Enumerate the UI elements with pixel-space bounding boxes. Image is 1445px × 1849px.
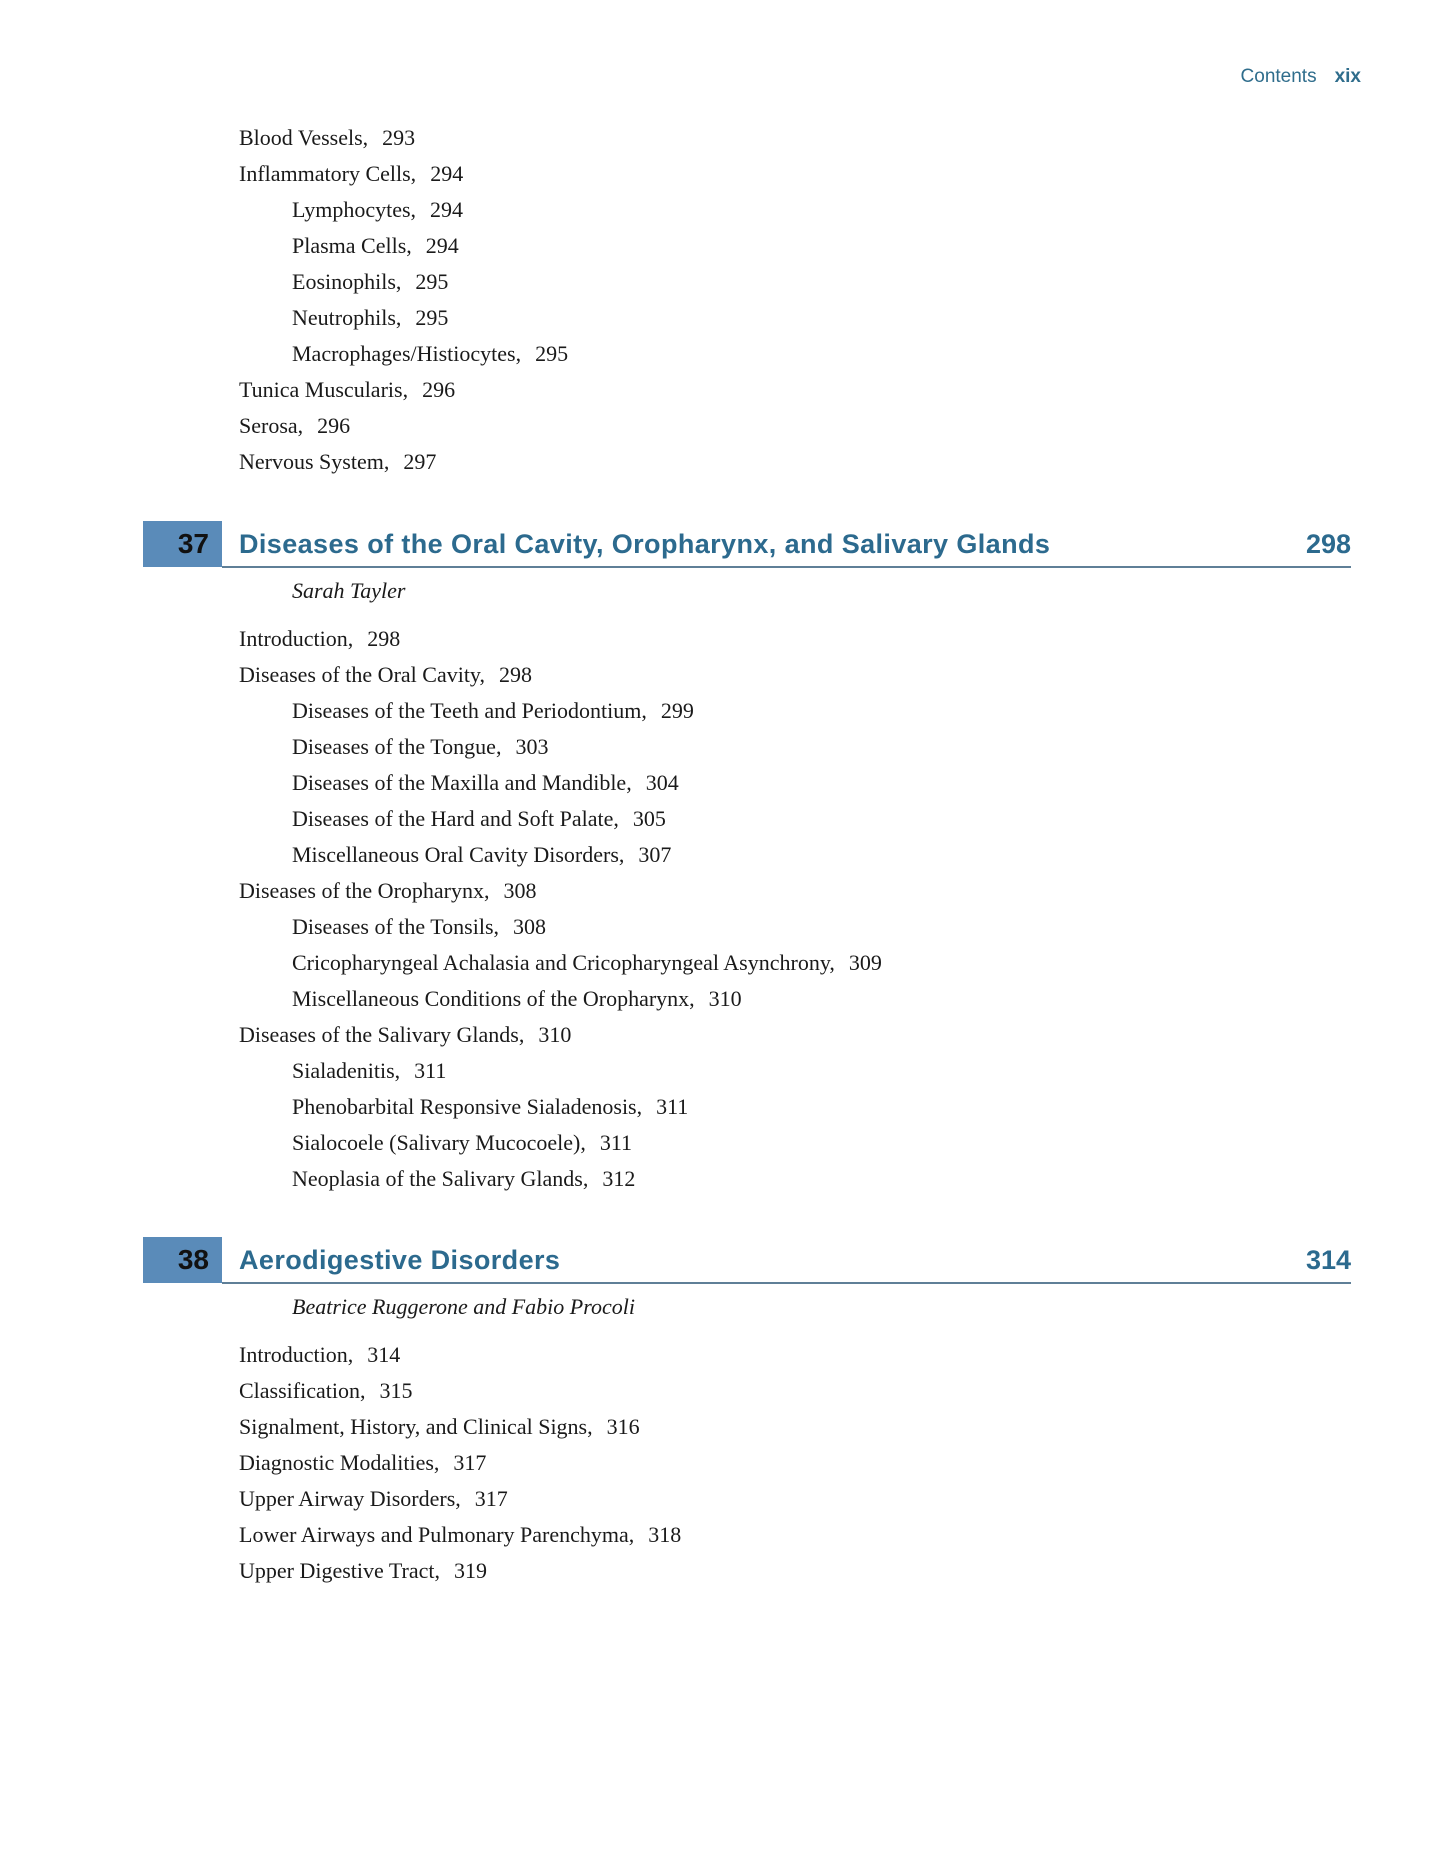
toc-entry-title: Serosa,: [239, 413, 304, 438]
toc-entry-page: 305: [632, 806, 666, 831]
toc-entry-page: 298: [367, 626, 401, 651]
toc-entry-page: 296: [422, 377, 456, 402]
toc-entry[interactable]: [239, 1373, 681, 1409]
toc-entry-page: 304: [645, 770, 679, 795]
toc-entry-title: Diseases of the Tonsils,: [292, 914, 500, 939]
toc-entry[interactable]: [239, 408, 568, 444]
toc-entry-title: Lymphocytes,: [292, 197, 417, 222]
toc-entry[interactable]: [239, 693, 882, 729]
toc-entry-title: Sialocoele (Salivary Mucocoele),: [292, 1130, 586, 1155]
chapter-heading-37[interactable]: [143, 521, 1351, 569]
chapter-page: 314: [1305, 1245, 1351, 1275]
toc-entry-page: 295: [415, 305, 449, 330]
toc-entry-title: Inflammatory Cells,: [239, 161, 417, 186]
toc-entry[interactable]: [239, 1161, 882, 1197]
toc-entry-page: 298: [499, 662, 533, 687]
toc-entry[interactable]: [239, 837, 882, 873]
toc-entry[interactable]: [239, 372, 568, 408]
toc-entry-page: 299: [660, 698, 694, 723]
toc-entry[interactable]: [239, 873, 882, 909]
chapter-rule: [222, 1282, 1351, 1284]
toc-entry[interactable]: [239, 264, 568, 300]
toc-entry-page: 311: [599, 1130, 633, 1155]
toc-entry-title: Diseases of the Maxilla and Mandible,: [292, 770, 632, 795]
toc-entry-page: 310: [538, 1022, 572, 1047]
toc-entry-title: Diseases of the Oral Cavity,: [239, 662, 486, 687]
toc-entry-title: Lower Airways and Pulmonary Parenchyma,: [239, 1522, 635, 1547]
toc-entry[interactable]: [239, 1125, 882, 1161]
toc-entry-title: Diseases of the Salivary Glands,: [239, 1022, 525, 1047]
toc-entry-title: Neoplasia of the Salivary Glands,: [292, 1166, 589, 1191]
toc-entry[interactable]: [239, 1409, 681, 1445]
toc-list-chapter-38: [239, 1337, 681, 1589]
toc-entry[interactable]: [239, 801, 882, 837]
toc-entry-page: 311: [656, 1094, 689, 1119]
running-head-page: xix: [1334, 66, 1361, 87]
toc-entry[interactable]: [239, 981, 882, 1017]
chapter-title[interactable]: Aerodigestive Disorders: [239, 1245, 561, 1275]
toc-list-continued: [239, 120, 568, 480]
toc-entry[interactable]: [239, 909, 882, 945]
toc-entry-page: 294: [425, 233, 459, 258]
toc-entry-title: Nervous System,: [239, 449, 390, 474]
toc-entry[interactable]: [239, 765, 882, 801]
toc-entry-title: Diseases of the Tongue,: [292, 734, 502, 759]
toc-entry-title: Miscellaneous Conditions of the Oropharynx,: [292, 986, 695, 1011]
toc-entry-title: Upper Airway Disorders,: [239, 1486, 461, 1511]
toc-entry[interactable]: [239, 621, 882, 657]
toc-entry-page: 311: [414, 1058, 447, 1083]
toc-entry[interactable]: [239, 192, 568, 228]
toc-entry-page: 307: [638, 842, 672, 867]
toc-entry-page: 314: [367, 1342, 401, 1367]
toc-entry-title: Upper Digestive Tract,: [239, 1558, 441, 1583]
toc-entry-page: 310: [708, 986, 742, 1011]
toc-entry[interactable]: [239, 1053, 882, 1089]
toc-entry-page: 296: [317, 413, 351, 438]
toc-entry[interactable]: [239, 945, 882, 981]
running-head-label: Contents: [1240, 66, 1317, 87]
toc-entry-page: 309: [848, 950, 882, 975]
toc-entry-title: Macrophages/Histiocytes,: [292, 341, 522, 366]
chapter-number: 37: [143, 521, 222, 567]
toc-entry[interactable]: [239, 1553, 681, 1589]
toc-entry[interactable]: [239, 729, 882, 765]
toc-entry-page: 294: [430, 161, 464, 186]
toc-entry[interactable]: [239, 444, 568, 480]
toc-entry-page: 312: [602, 1166, 636, 1191]
toc-entry[interactable]: [239, 336, 568, 372]
toc-entry[interactable]: [239, 228, 568, 264]
chapter-heading-38[interactable]: [143, 1237, 1351, 1285]
toc-entry-title: Tunica Muscularis,: [239, 377, 409, 402]
chapter-title[interactable]: Diseases of the Oral Cavity, Oropharynx, and Salivary Glands: [239, 529, 1051, 559]
toc-entry[interactable]: [239, 1481, 681, 1517]
toc-entry-page: 295: [415, 269, 449, 294]
toc-entry-page: 293: [382, 125, 416, 150]
chapter-number: 38: [143, 1237, 222, 1283]
toc-entry-title: Miscellaneous Oral Cavity Disorders,: [292, 842, 625, 867]
toc-entry[interactable]: [239, 300, 568, 336]
chapter-rule: [222, 566, 1351, 568]
toc-entry-title: Classification,: [239, 1378, 366, 1403]
toc-entry-title: Diseases of the Teeth and Periodontium,: [292, 698, 647, 723]
toc-entry-title: Diseases of the Hard and Soft Palate,: [292, 806, 619, 831]
toc-entry-title: Blood Vessels,: [239, 125, 369, 150]
toc-entry-page: 316: [606, 1414, 640, 1439]
chapter-author: Beatrice Ruggerone and Fabio Procoli: [292, 1294, 635, 1319]
toc-entry-page: 303: [515, 734, 549, 759]
toc-entry[interactable]: [239, 120, 568, 156]
toc-entry-page: 317: [474, 1486, 508, 1511]
toc-entry-page: 308: [513, 914, 547, 939]
toc-entry-page: 319: [454, 1558, 488, 1583]
toc-entry[interactable]: [239, 1017, 882, 1053]
toc-entry-title: Sialadenitis,: [292, 1058, 401, 1083]
toc-list-chapter-37: [239, 621, 882, 1197]
toc-entry-page: 295: [535, 341, 569, 366]
toc-entry-title: Phenobarbital Responsive Sialadenosis,: [292, 1094, 643, 1119]
toc-entry[interactable]: [239, 1517, 681, 1553]
toc-entry-page: 315: [379, 1378, 413, 1403]
toc-entry-page: 297: [403, 449, 437, 474]
chapter-page: 298: [1305, 529, 1351, 559]
toc-entry-title: Signalment, History, and Clinical Signs,: [239, 1414, 593, 1439]
running-head: [1241, 66, 1361, 88]
toc-entry-title: Neutrophils,: [292, 305, 402, 330]
toc-entry-title: Introduction,: [239, 1342, 354, 1367]
toc-entry-title: Diseases of the Oropharynx,: [239, 878, 490, 903]
toc-entry[interactable]: [239, 1337, 681, 1373]
toc-entry-title: Diagnostic Modalities,: [239, 1450, 440, 1475]
toc-entry-page: 294: [430, 197, 464, 222]
toc-entry-page: 318: [648, 1522, 682, 1547]
toc-entry-title: Introduction,: [239, 626, 354, 651]
toc-entry[interactable]: [239, 156, 568, 192]
toc-entry[interactable]: [239, 657, 882, 693]
chapter-author: Sarah Tayler: [292, 578, 406, 603]
toc-entry-title: Eosinophils,: [292, 269, 402, 294]
toc-entry-page: 308: [503, 878, 537, 903]
toc-entry-title: Cricopharyngeal Achalasia and Cricopharyngeal Asynchrony,: [292, 950, 835, 975]
toc-entry[interactable]: [239, 1445, 681, 1481]
toc-entry-page: 317: [453, 1450, 487, 1475]
toc-entry-title: Plasma Cells,: [292, 233, 412, 258]
toc-entry[interactable]: [239, 1089, 882, 1125]
